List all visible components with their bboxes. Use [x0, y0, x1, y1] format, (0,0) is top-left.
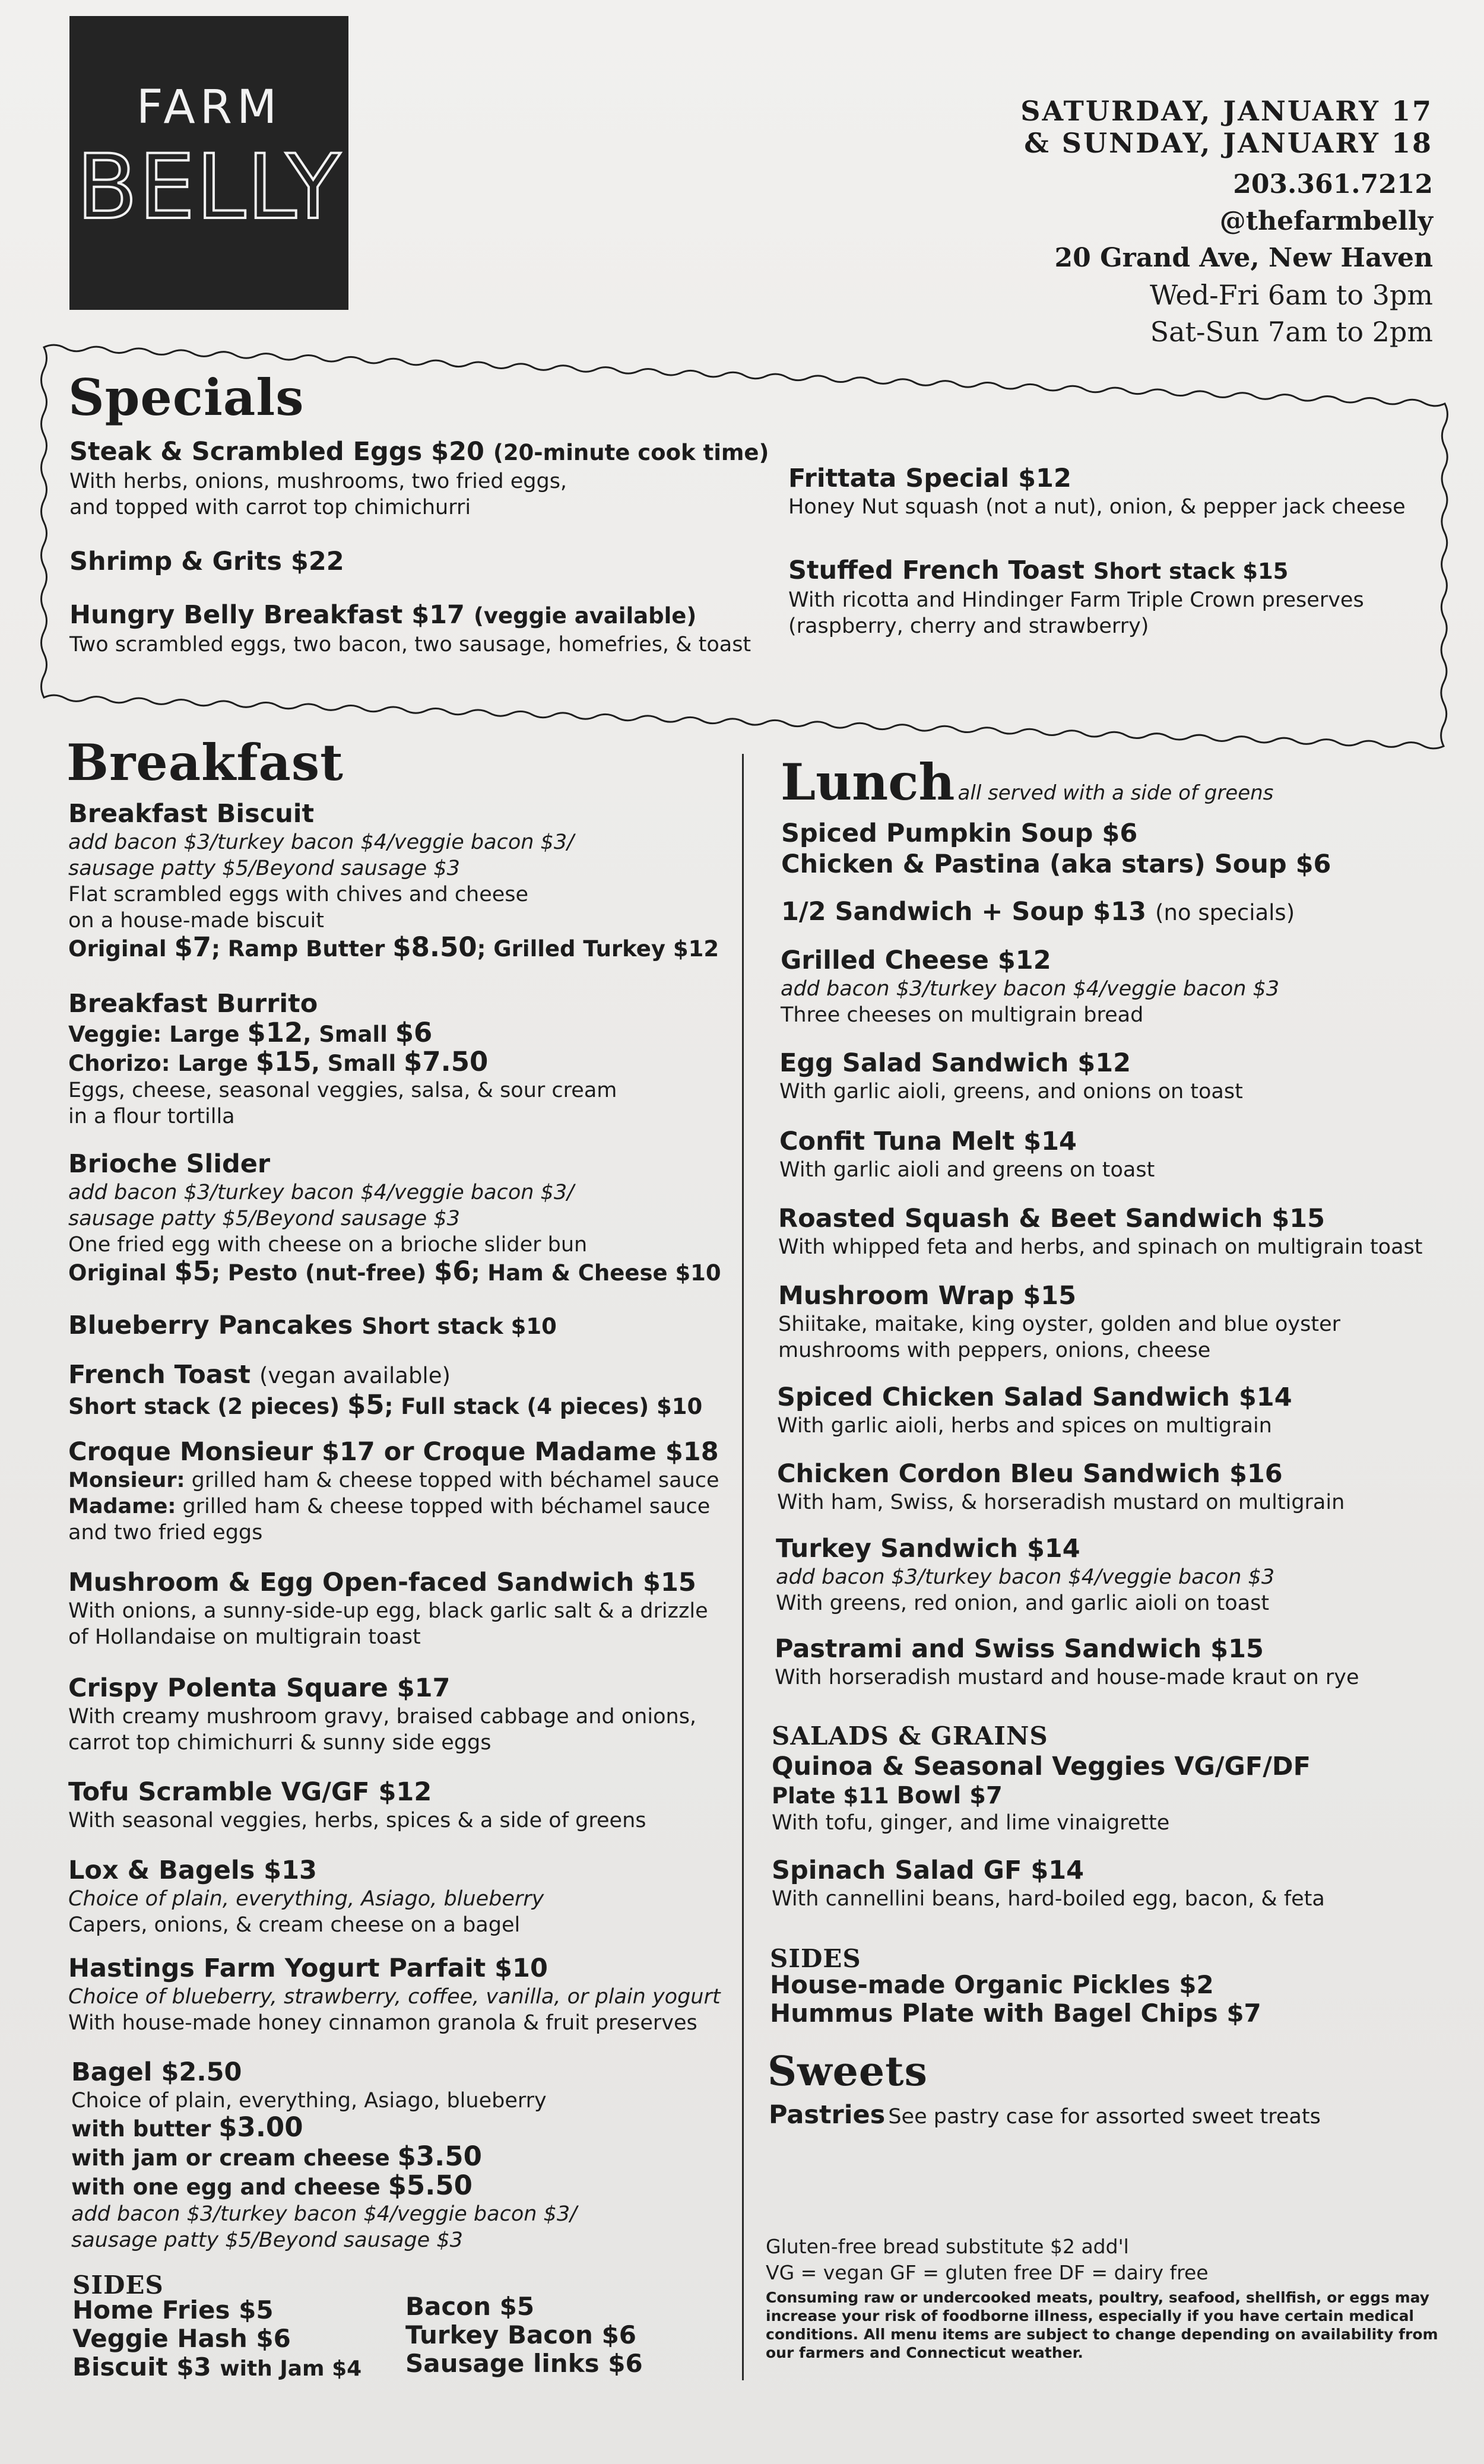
biscuit-price-label-1: Original	[68, 936, 175, 962]
social-handle: @thefarmbelly	[1219, 206, 1433, 236]
squash-beet-sandwich	[778, 1203, 1423, 1260]
biscuit-price-3: ; Grilled Turkey $12	[477, 936, 719, 962]
side-biscuit-jam: with Jam $4	[220, 2357, 362, 2381]
column-divider	[742, 754, 744, 2380]
biscuit-desc-2: on a house-made biscuit	[68, 909, 324, 933]
special-steak	[69, 436, 769, 521]
slider-name: Brioche Slider	[68, 1149, 271, 1179]
warning-line-1: Consuming raw or undercooked meats, poultry, seafood, shellfish, or eggs may	[766, 2289, 1430, 2306]
farm-belly-logo	[69, 16, 348, 310]
special-stuffed-name: Stuffed French Toast	[788, 556, 1085, 585]
slider-add-1: add bacon $3/turkey bacon $4/veggie bacon $3/	[68, 1181, 574, 1204]
lunch-title: Lunch	[781, 753, 955, 811]
mushroom-egg-name: Mushroom & Egg Open-faced Sandwich $15	[68, 1568, 696, 1597]
lunch-soups	[781, 818, 1331, 880]
croque-madame-desc: grilled ham & cheese topped with béchamel sauce	[176, 1495, 711, 1518]
breakfast-burrito	[68, 988, 617, 1130]
croque-madame-label: Madame:	[68, 1495, 176, 1518]
french-toast-price-2: ; Full stack (4 pieces) $10	[384, 1394, 703, 1419]
bagel-add-2: sausage patty $5/Beyond sausage $3	[71, 2228, 463, 2252]
lunch-header	[781, 753, 1273, 811]
spiced-chicken-salad	[777, 1382, 1292, 1439]
french-toast-name: French Toast	[68, 1360, 251, 1390]
special-stuffed-note: Short stack $15	[1093, 559, 1289, 584]
chicken-salad-desc: With garlic aioli, herbs and spices on multigrain	[777, 1414, 1272, 1438]
tuna-name: Confit Tuna Melt $14	[779, 1127, 1077, 1156]
quinoa-veggies	[772, 1751, 1311, 1836]
date-line-1: SATURDAY, JANUARY 17	[1020, 95, 1433, 127]
croque-monsieur-label: Monsieur:	[68, 1469, 185, 1492]
half-sandwich-soup	[781, 896, 1295, 928]
logo-mark	[69, 16, 348, 310]
french-toast	[68, 1359, 702, 1420]
spinach-salad	[772, 1855, 1325, 1912]
burrito-desc-2: in a flour tortilla	[68, 1105, 235, 1128]
french-toast-price-label-1: Short stack (2 pieces)	[68, 1394, 347, 1419]
slider-price-label-2: ; Pesto (nut-free)	[211, 1260, 434, 1286]
pastries-desc: See pastry case for assorted sweet treats	[888, 2105, 1321, 2129]
biscuit-add-1: add bacon $3/turkey bacon $4/veggie bacon $3/	[68, 830, 574, 854]
special-frittata-name: Frittata Special $12	[788, 464, 1071, 493]
burrito-chorizo-small-label: , Small	[311, 1051, 404, 1076]
hours-weekday: Wed-Fri 6am to 3pm	[1149, 279, 1433, 311]
date-line-2: & SUNDAY, JANUARY 18	[1024, 127, 1433, 159]
bagel-egg-price: $5.50	[388, 2170, 473, 2201]
burrito-veggie-small: $6	[395, 1017, 433, 1048]
quinoa-desc: With tofu, ginger, and lime vinaigrette	[772, 1811, 1170, 1835]
turkey-name: Turkey Sandwich $14	[776, 1534, 1080, 1564]
chicken-salad-name: Spiced Chicken Salad Sandwich $14	[777, 1382, 1292, 1412]
special-steak-desc-1: With herbs, onions, mushrooms, two fried eggs,	[69, 470, 567, 493]
biscuit-price-1: $7	[174, 931, 212, 963]
egg-salad-desc: With garlic aioli, greens, and onions on toast	[779, 1080, 1243, 1103]
mushroom-egg-desc-2: of Hollandaise on multigrain toast	[68, 1625, 421, 1649]
breakfast-sides-left	[72, 2296, 362, 2383]
biscuit-price-label-2: ; Ramp Butter	[211, 936, 393, 962]
spinach-name: Spinach Salad GF $14	[772, 1856, 1085, 1885]
crispy-polenta	[68, 1673, 696, 1756]
bagel-butter-label: with butter	[71, 2116, 219, 2142]
slider-desc: One fried egg with cheese on a brioche slider bun	[68, 1233, 588, 1257]
salads-grains-title: SALADS & GRAINS	[772, 1721, 1048, 1751]
pastries	[769, 2100, 1321, 2130]
biscuit-name: Breakfast Biscuit	[68, 799, 315, 829]
turkey-desc: With greens, red onion, and garlic aioli on toast	[776, 1591, 1270, 1615]
french-toast-price-1: $5	[347, 1389, 385, 1420]
yogurt-parfait	[68, 1953, 721, 2036]
pancakes-name: Blueberry Pancakes	[68, 1311, 353, 1340]
lox-choice: Choice of plain, everything, Asiago, blueberry	[68, 1887, 544, 1911]
warning-line-4: our farmers and Connecticut weather.	[766, 2344, 1083, 2361]
biscuit-add-2: sausage patty $5/Beyond sausage $3	[68, 857, 460, 880]
confit-tuna-melt	[779, 1126, 1155, 1183]
special-shrimp	[69, 546, 344, 577]
slider-add-2: sausage patty $5/Beyond sausage $3	[68, 1207, 460, 1231]
polenta-name: Crispy Polenta Square $17	[68, 1673, 451, 1703]
mushroom-egg-desc-1: With onions, a sunny-side-up egg, black garlic salt & a drizzle	[68, 1599, 708, 1623]
special-hungry-desc: Two scrambled eggs, two bacon, two sausage, homefries, & toast	[69, 633, 751, 657]
bagel-add-1: add bacon $3/turkey bacon $4/veggie bacon $3/	[71, 2202, 577, 2226]
specials-title: Specials	[68, 368, 305, 427]
parfait-desc: With house-made honey cinnamon granola & fruit preserves	[68, 2011, 697, 2035]
chicken-cordon-bleu	[777, 1458, 1345, 1515]
side-sausage-links: Sausage links $6	[405, 2349, 643, 2378]
pastrami-desc: With horseradish mustard and house-made kraut on rye	[775, 1666, 1359, 1689]
special-stuffed-desc-2: (raspberry, cherry and strawberry)	[788, 614, 1149, 638]
tuna-desc: With garlic aioli and greens on toast	[779, 1158, 1155, 1182]
burrito-chorizo-label: Chorizo: Large	[68, 1051, 256, 1076]
sweets-title: Sweets	[768, 2048, 928, 2095]
pastries-name: Pastries	[769, 2100, 886, 2130]
special-hungry-note: (veggie available)	[473, 603, 697, 629]
french-toast-note: (vegan available)	[259, 1363, 451, 1388]
wrap-name: Mushroom Wrap $15	[778, 1281, 1077, 1311]
tofu-scramble	[68, 1777, 646, 1834]
side-turkey-bacon: Turkey Bacon $6	[405, 2320, 637, 2349]
wrap-desc-1: Shiitake, maitake, king oyster, golden and blue oyster	[778, 1312, 1341, 1336]
hours-weekend: Sat-Sun 7am to 2pm	[1150, 316, 1433, 348]
biscuit-desc-1: Flat scrambled eggs with chives and cheese	[68, 883, 529, 906]
address: 20 Grand Ave, New Haven	[1054, 243, 1433, 273]
special-steak-desc-2: and topped with carrot top chimichurri	[69, 496, 471, 519]
burrito-veggie-label: Veggie: Large	[68, 1022, 248, 1047]
turkey-add: add bacon $3/turkey bacon $4/veggie bacon $3	[776, 1565, 1275, 1589]
mushroom-wrap	[778, 1280, 1340, 1363]
egg-salad-sandwich	[779, 1048, 1243, 1105]
cordon-desc: With ham, Swiss, & horseradish mustard on multigrain	[777, 1491, 1345, 1514]
gf-bread-note: Gluten-free bread substitute $2 add'l	[766, 2235, 1129, 2258]
special-steak-name: Steak & Scrambled Eggs $20	[69, 437, 484, 467]
burrito-chorizo-large: $15	[255, 1046, 312, 1077]
burrito-chorizo-small: $7.50	[404, 1046, 489, 1077]
slider-price-label-1: Original	[68, 1260, 175, 1286]
lox-desc: Capers, onions, & cream cheese on a bagel	[68, 1913, 521, 1937]
footer-notes	[766, 2234, 1438, 2362]
slider-price-3: ; Ham & Cheese $10	[471, 1260, 721, 1286]
pastrami-swiss	[775, 1634, 1359, 1691]
brioche-slider	[68, 1149, 721, 1287]
special-frittata	[788, 463, 1406, 520]
header-info	[839, 95, 1433, 350]
parfait-name: Hastings Farm Yogurt Parfait $10	[68, 1954, 548, 1983]
turkey-sandwich	[776, 1533, 1274, 1616]
special-frittata-desc: Honey Nut squash (not a nut), onion, & pepper jack cheese	[788, 495, 1406, 519]
grilled-cheese-add: add bacon $3/turkey bacon $4/veggie bacon $3	[781, 977, 1280, 1001]
side-home-fries: Home Fries $5	[72, 2295, 274, 2325]
biscuit-price-2: $8.50	[392, 931, 477, 963]
blueberry-pancakes	[68, 1310, 557, 1342]
side-veggie-hash: Veggie Hash $6	[72, 2324, 291, 2353]
pastrami-name: Pastrami and Swiss Sandwich $15	[775, 1634, 1264, 1664]
side-hummus: Hummus Plate with Bagel Chips $7	[770, 1999, 1261, 2028]
side-pickles: House-made Organic Pickles $2	[770, 1970, 1214, 1999]
bagel-desc: Choice of plain, everything, Asiago, blueberry	[71, 2089, 547, 2113]
phone-number: 203.361.7212	[1233, 169, 1433, 199]
bagel	[71, 2057, 577, 2253]
spinach-desc: With cannellini beans, hard-boiled egg, bacon, & feta	[772, 1887, 1325, 1911]
breakfast-title: Breakfast	[66, 733, 344, 792]
half-sandwich-name: 1/2 Sandwich + Soup $13	[781, 897, 1147, 927]
lox-name: Lox & Bagels $13	[68, 1856, 317, 1885]
slider-price-2: $6	[433, 1255, 471, 1287]
bagel-jam-price: $3.50	[397, 2140, 482, 2172]
special-shrimp-name: Shrimp & Grits $22	[69, 547, 344, 576]
logo-line2: BELLY	[76, 136, 342, 239]
wrap-desc-2: mushrooms with peppers, onions, cheese	[778, 1339, 1211, 1362]
diet-key: VG = vegan GF = gluten free DF = dairy free	[766, 2261, 1209, 2284]
lunch-note: all served with a side of greens	[957, 781, 1274, 805]
quinoa-name: Quinoa & Seasonal Veggies VG/GF/DF	[772, 1752, 1311, 1781]
special-hungry	[69, 600, 751, 658]
special-hungry-name: Hungry Belly Breakfast $17	[69, 600, 465, 630]
mushroom-egg-sandwich	[68, 1567, 708, 1650]
side-biscuit: Biscuit $3	[72, 2352, 220, 2381]
side-bacon: Bacon $5	[405, 2292, 535, 2321]
soup-pumpkin: Spiced Pumpkin Soup $6	[781, 819, 1138, 848]
egg-salad-name: Egg Salad Sandwich $12	[779, 1048, 1131, 1078]
bagel-butter-price: $3.00	[218, 2111, 303, 2143]
squash-name: Roasted Squash & Beet Sandwich $15	[778, 1204, 1326, 1233]
grilled-cheese-name: Grilled Cheese $12	[781, 946, 1051, 975]
croque	[68, 1436, 719, 1546]
slider-price-1: $5	[174, 1255, 212, 1287]
special-stuffed-desc-1: With ricotta and Hindinger Farm Triple Crown preserves	[788, 588, 1364, 612]
soup-chicken-pastina: Chicken & Pastina (aka stars) Soup $6	[781, 849, 1331, 879]
croque-monsieur-desc: grilled ham & cheese topped with béchamel sauce	[185, 1469, 719, 1492]
warning-line-2: increase your risk of foodborne illness, especially if you have certain medical	[766, 2307, 1415, 2325]
logo-line1: FARM	[136, 81, 282, 134]
pancakes-note: Short stack $10	[362, 1314, 557, 1339]
quinoa-plate: Plate $11	[772, 1783, 897, 1809]
lunch-sides	[770, 1971, 1261, 2028]
special-steak-note: (20-minute cook time)	[493, 440, 769, 465]
croque-desc-3: and two fried eggs	[68, 1521, 263, 1545]
special-stuffed-french-toast	[788, 555, 1364, 639]
polenta-desc-1: With creamy mushroom gravy, braised cabbage and onions,	[68, 1705, 697, 1729]
burrito-veggie-small-label: , Small	[303, 1022, 395, 1047]
bagel-jam-label: with jam or cream cheese	[71, 2145, 398, 2171]
grilled-cheese-desc: Three cheeses on multigrain bread	[781, 1003, 1144, 1027]
cordon-name: Chicken Cordon Bleu Sandwich $16	[777, 1459, 1283, 1489]
parfait-choice: Choice of blueberry, strawberry, coffee, vanilla, or plain yogurt	[68, 1985, 721, 2009]
warning-line-3: conditions. All menu items are subject to change depending on availability from	[766, 2326, 1438, 2343]
bagel-name: Bagel $2.50	[71, 2057, 242, 2087]
tofu-name: Tofu Scramble VG/GF $12	[68, 1777, 432, 1807]
breakfast-sides-right	[405, 2292, 643, 2378]
half-sandwich-note: (no specials)	[1155, 900, 1295, 925]
burrito-desc-1: Eggs, cheese, seasonal veggies, salsa, & sour cream	[68, 1079, 617, 1102]
breakfast-biscuit	[68, 798, 719, 963]
croque-name: Croque Monsieur $17 or Croque Madame $18	[68, 1437, 719, 1467]
burrito-veggie-large: $12	[247, 1017, 303, 1048]
burrito-name: Breakfast Burrito	[68, 989, 318, 1019]
lox-bagels	[68, 1855, 544, 1938]
tofu-desc: With seasonal veggies, herbs, spices & a side of greens	[68, 1809, 646, 1832]
bagel-egg-label: with one egg and cheese	[71, 2174, 388, 2200]
lunch-sides-title: SIDES	[770, 1944, 861, 1973]
quinoa-bowl: Bowl $7	[896, 1782, 1003, 1809]
polenta-desc-2: carrot top chimichurri & sunny side eggs	[68, 1731, 492, 1755]
squash-desc: With whipped feta and herbs, and spinach on multigrain toast	[778, 1235, 1423, 1259]
breakfast-sides-title: SIDES	[72, 2270, 164, 2300]
grilled-cheese	[781, 945, 1279, 1028]
